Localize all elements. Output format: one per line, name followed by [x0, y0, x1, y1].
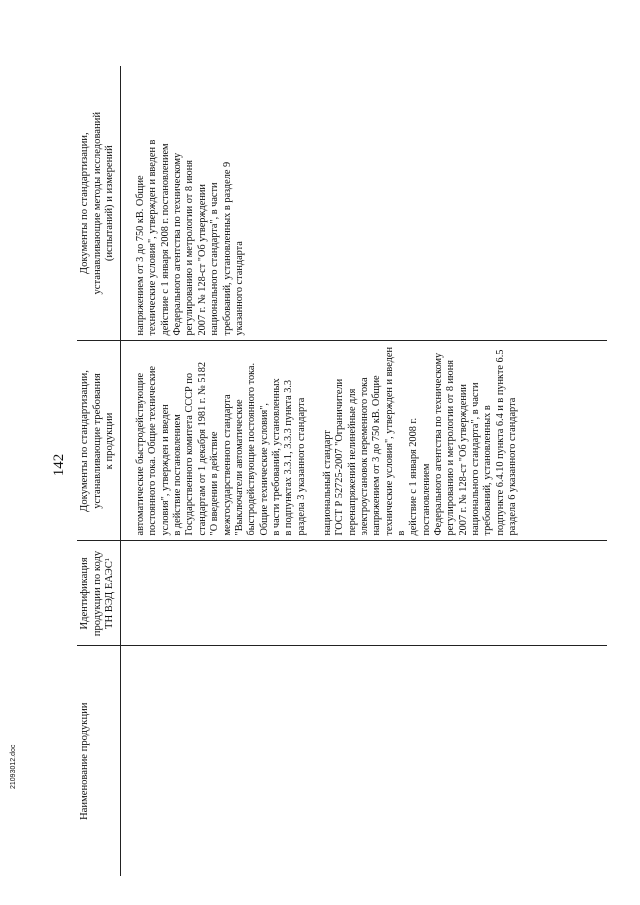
table-header-row — [77, 66, 121, 876]
header-product-name: Наименование продукции — [77, 646, 121, 876]
page-number: 142 — [51, 453, 67, 477]
header-tnved-code: Идентификация продукции по коду ТН ВЭД ЕАЭС¹ — [77, 541, 121, 646]
table-row — [121, 66, 608, 876]
methods-paragraph: напряжением от 3 до 750 кВ. Общие технические условия", утвержден и введен в действие с 1 января 2008 г. постановлением Федерального агентства по техническому регулированию и метрологии от 8 июня 2007 г. № 128-ст "Об утверждении национального стандарта", в части требований, установленных в разделе 9 указанного стандарта — [135, 139, 245, 336]
cell-tnved-code — [121, 541, 608, 646]
document-filename: 21093012.doc — [10, 744, 17, 789]
requirements-paragraph: автоматические быстродействующие постоянного тока. Общие технические условия", утвержден и введен в действие постановлением Государственного комитета СССР по стандартам от 1 декабря 1981 г. № 5182 "О введении в действие межгосударственного стандарта "Выключатели автоматические быстродействующие постоянного тока. Общие технические условия", в части требований, установленных в подпунктах 3.3.1, 3.3.3 пункта 3.3 раздела 3 указанного стандарта — [135, 362, 307, 536]
rotated-page-content — [45, 50, 605, 880]
requirements-paragraph: национальный стандарт ГОСТ Р 52725-2007 "Ограничители перенапряжений нелинейные для электроустановок переменного тока напряжением от 3 до 750 кВ. Общие технические условия", утвержден и введен в действие с 1 января 2008 г. постановлением Федерального агентства по техническому регулированию и метрологии от 8 июня 2007 г. № 128-ст "Об утверждении национального стандарта", в части требований, установленных в подпункте 6.4.10 пункта 6.4 и в пункте 6.5 раздела 6 указанного стандарта — [321, 347, 519, 536]
cell-product-name — [121, 646, 608, 876]
header-requirements-docs: Документы по стандартизации, устанавливающие требования к продукции — [77, 341, 121, 541]
standards-table — [77, 66, 607, 876]
cell-requirements-docs — [121, 341, 608, 541]
cell-methods-docs — [121, 66, 608, 341]
header-methods-docs: Документы по стандартизации, устанавливающие методы исследований (испытаний) и измерений — [77, 66, 121, 341]
